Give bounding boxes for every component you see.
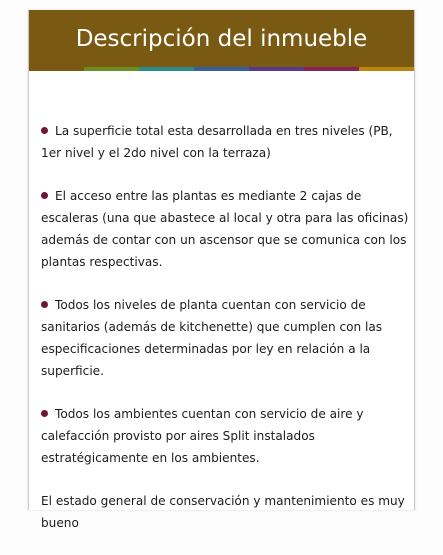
- list-item: [41, 294, 411, 382]
- closing-statement: El estado general de conservación y mantenimiento es muy bueno: [41, 494, 405, 530]
- list-item-text: Todos los niveles de planta cuentan con servicio de sanitarios (además de kitchenette) que cumplen con las especificaciones determinadas por ley en relación a la superficie.: [41, 298, 383, 378]
- bullet-icon: [41, 410, 48, 417]
- document-page: [28, 10, 415, 530]
- accent-segment: [249, 67, 304, 71]
- accent-segment: [139, 67, 194, 71]
- bullet-icon: [41, 301, 48, 308]
- accent-segment: [359, 67, 414, 71]
- accent-segment: [194, 67, 249, 71]
- accent-stripe: [29, 67, 414, 71]
- list-item-text: El acceso entre las plantas es mediante 2 cajas de escaleras (una que abastece al local y otra para las oficinas) además de contar con un ascensor que se comunica con los plantas respectivas.: [41, 189, 409, 269]
- accent-segment: [84, 67, 139, 71]
- list-item: [41, 185, 411, 273]
- list-item-text: La superficie total esta desarrollada en tres niveles (PB, 1er nivel y el 2do nivel con la terraza): [41, 124, 393, 160]
- bullet-icon: [41, 127, 48, 134]
- accent-segment: [304, 67, 359, 71]
- list-item: [41, 120, 411, 164]
- page-title: Descripción del inmueble: [75, 25, 368, 52]
- bullet-icon: [41, 192, 48, 199]
- list-item-text: Todos los ambientes cuentan con servicio de aire y calefacción provisto por aires Split instalados estratégicamente en los ambientes.: [41, 407, 364, 465]
- description-body: [41, 120, 411, 555]
- title-banner: [29, 10, 414, 67]
- list-item: [41, 403, 411, 469]
- accent-segment: [29, 67, 84, 71]
